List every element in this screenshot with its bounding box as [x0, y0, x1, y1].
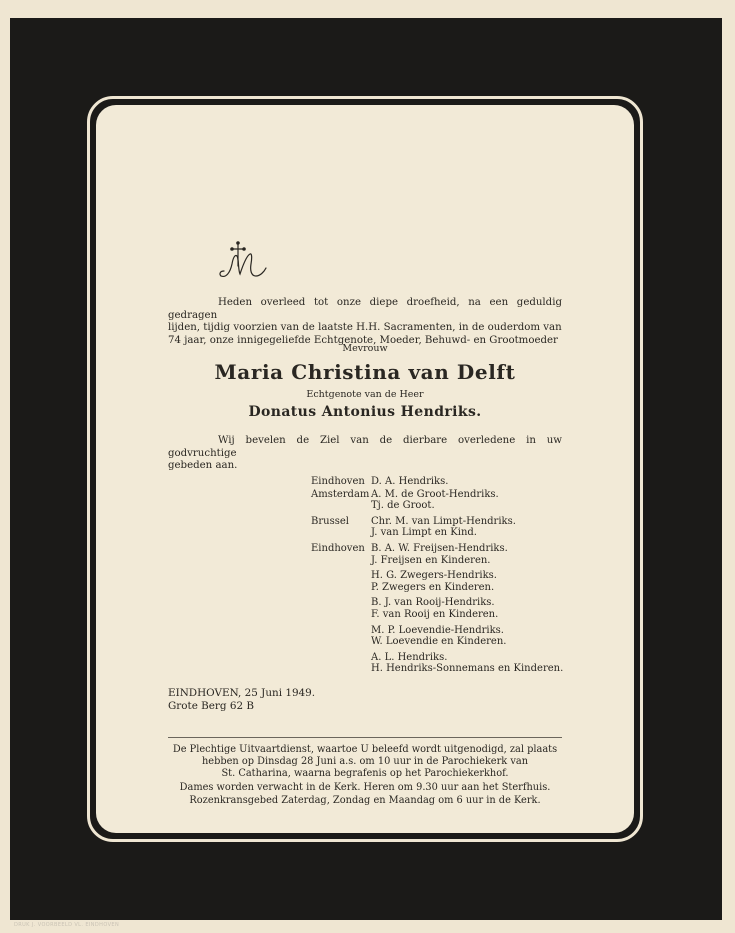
- intro-line: Heden overleed tot onze diepe droefheid, na een geduldig gedragen: [168, 297, 562, 321]
- address: Grote Berg 62 B: [168, 700, 255, 712]
- spouse-prefix: Echtgenote van de Heer: [306, 389, 424, 400]
- prayer-paragraph: [168, 435, 562, 473]
- family-group: [311, 625, 563, 648]
- family-city: [311, 625, 371, 648]
- family-group: [311, 652, 563, 675]
- family-member: B. J. van Rooij-Hendriks.: [371, 597, 495, 609]
- family-member: D. A. Hendriks.: [371, 476, 449, 487]
- family-member: H. G. Zwegers-Hendriks.: [371, 570, 497, 582]
- title-prefix: Mevrouw: [342, 343, 388, 354]
- place-date-block: [168, 687, 315, 713]
- footer-line: Rozenkransgebed Zaterdag, Zondag en Maandag om 6 uur in de Kerk.: [189, 794, 541, 806]
- deceased-name: Maria Christina van Delft: [214, 360, 516, 384]
- intro-line: lijden, tijdig voorzien van de laatste H.H. Sacramenten, in de ouderdom van: [168, 322, 562, 333]
- family-member: J. van Limpt en Kind.: [371, 527, 477, 539]
- footer-line: St. Catharina, waarna begrafenis op het Parochiekerkhof.: [221, 768, 509, 780]
- prayer-line: Wij bevelen de Ziel van de dierbare overledene in uw godvruchtige: [168, 435, 562, 459]
- family-member: A. L. Hendriks.: [371, 651, 448, 663]
- family-group: [311, 597, 563, 620]
- family-city: Amsterdam: [311, 488, 370, 500]
- family-city: Brussel: [311, 515, 349, 527]
- family-member: B. A. W. Freijsen-Hendriks.: [371, 542, 508, 554]
- footer-line: De Plechtige Uitvaartdienst, waartoe U beleefd wordt uitgenodigd, zal plaats: [172, 744, 558, 755]
- family-group: [311, 489, 563, 512]
- cross-monogram-icon: [218, 240, 274, 282]
- family-member: A. M. de Groot-Hendriks.: [371, 488, 499, 500]
- footer-line: hebben op Dinsdag 28 Juni a.s. om 10 uur in de Parochiekerk van: [201, 756, 529, 768]
- prayer-line: gebeden aan.: [168, 460, 238, 471]
- family-member: F. van Rooij en Kinderen.: [371, 608, 499, 620]
- family-member: J. Freijsen en Kinderen.: [371, 554, 491, 566]
- family-member: W. Loevendie en Kinderen.: [371, 636, 507, 648]
- family-city: [311, 570, 371, 593]
- intro-line: 74 jaar, onze innigegeliefde Echtgenote, Moeder, Behuwd- en Grootmoeder: [168, 334, 558, 346]
- family-city: Eindhoven: [311, 476, 365, 487]
- family-group: [311, 570, 563, 593]
- footer-line: Dames worden verwacht in de Kerk. Heren om 9.30 uur aan het Sterfhuis.: [179, 781, 551, 793]
- family-list: [311, 476, 563, 675]
- family-group: [311, 543, 563, 566]
- family-city: [311, 652, 371, 675]
- place-date: EINDHOVEN, 25 Juni 1949.: [168, 687, 316, 699]
- family-group: [311, 476, 563, 488]
- family-city: [311, 597, 371, 620]
- divider: [168, 737, 562, 738]
- family-member: H. Hendriks-Sonnemans en Kinderen.: [371, 663, 564, 675]
- intro-paragraph: [168, 297, 562, 347]
- printer-mark: DRUK J. VOORBEELD VL. EINDHOVEN: [14, 922, 120, 928]
- family-member: Chr. M. van Limpt-Hendriks.: [371, 515, 516, 527]
- spouse-name: Donatus Antonius Hendriks.: [248, 404, 482, 420]
- family-city: Eindhoven: [311, 542, 365, 554]
- funeral-details: [160, 744, 570, 807]
- family-group: [311, 516, 563, 539]
- family-member: Tj. de Groot.: [371, 500, 435, 512]
- family-member: M. P. Loevendie-Hendriks.: [371, 624, 504, 636]
- family-member: P. Zwegers en Kinderen.: [371, 581, 495, 593]
